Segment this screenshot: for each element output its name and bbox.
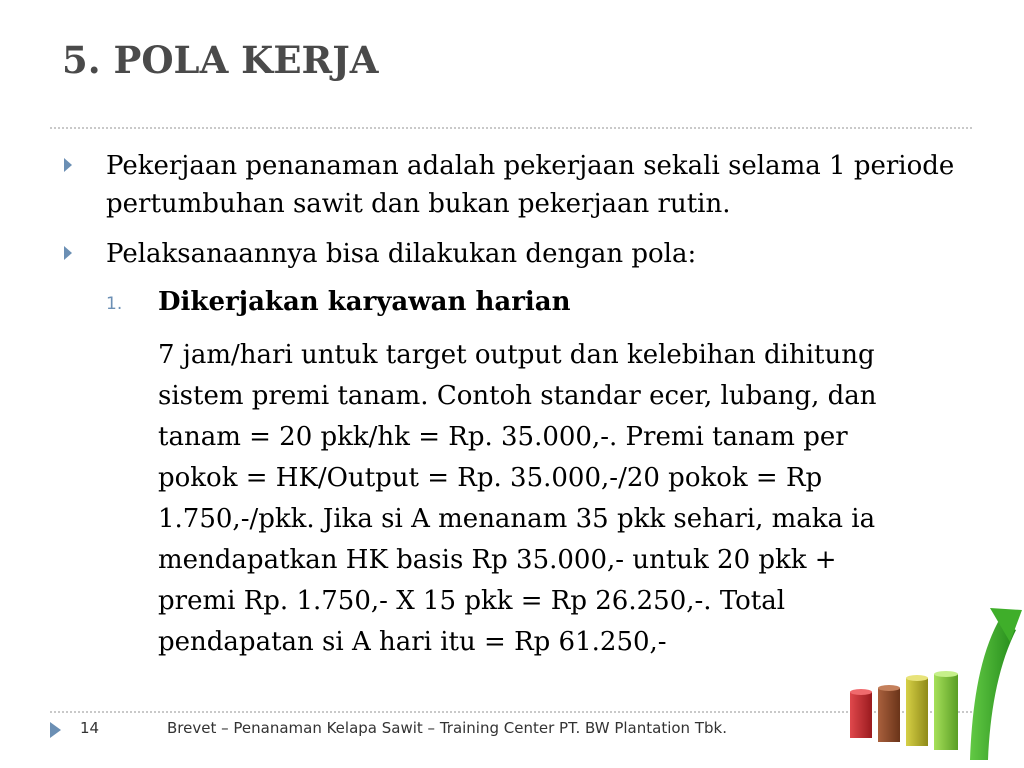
footer-triangle-icon bbox=[50, 722, 61, 738]
numbered-item-heading: Dikerjakan karyawan harian bbox=[158, 287, 571, 317]
bar-olive bbox=[906, 675, 928, 746]
bullet-triangle-icon bbox=[64, 246, 72, 260]
bar-brown bbox=[878, 685, 900, 742]
bullet-item-1: Pekerjaan penanaman adalah pekerjaan sekali selama 1 periode pertumbuhan sawit dan bukan pekerjaan rutin. bbox=[106, 151, 955, 219]
bullet-item-2: Pelaksanaannya bisa dilakukan dengan pola: bbox=[106, 239, 697, 269]
footer-text: Brevet – Penanaman Kelapa Sawit – Training Center PT. BW Plantation Tbk. bbox=[167, 719, 727, 737]
bar-lime bbox=[934, 671, 958, 750]
slide-title: 5. POLA KERJA bbox=[62, 38, 379, 82]
growth-chart-icon bbox=[830, 600, 1024, 768]
bar-red bbox=[850, 689, 872, 738]
bullet-triangle-icon bbox=[64, 158, 72, 172]
numbered-item-number: 1. bbox=[106, 294, 123, 314]
numbered-item-paragraph: 7 jam/hari untuk target output dan kelebihan dihitung sistem premi tanam. Contoh standar ecer, lubang, dan tanam = 20 pkk/hk = Rp. 35.000,-. Premi tanam per pokok = HK/Output = Rp. 35.000,-/20 pokok = Rp 1.750,-/pkk. Jika si A menanam 35 pkk sehari, maka ia mendapatkan HK basis Rp 35.000,- untuk 20 pkk + premi Rp. 1.750,- X 15 pkk = Rp 26.250,-. Total pendapatan si A hari itu = Rp 61.250,- bbox=[158, 340, 877, 657]
page-number: 14 bbox=[80, 719, 100, 737]
title-divider bbox=[50, 127, 972, 129]
growth-arrow bbox=[970, 608, 1022, 760]
